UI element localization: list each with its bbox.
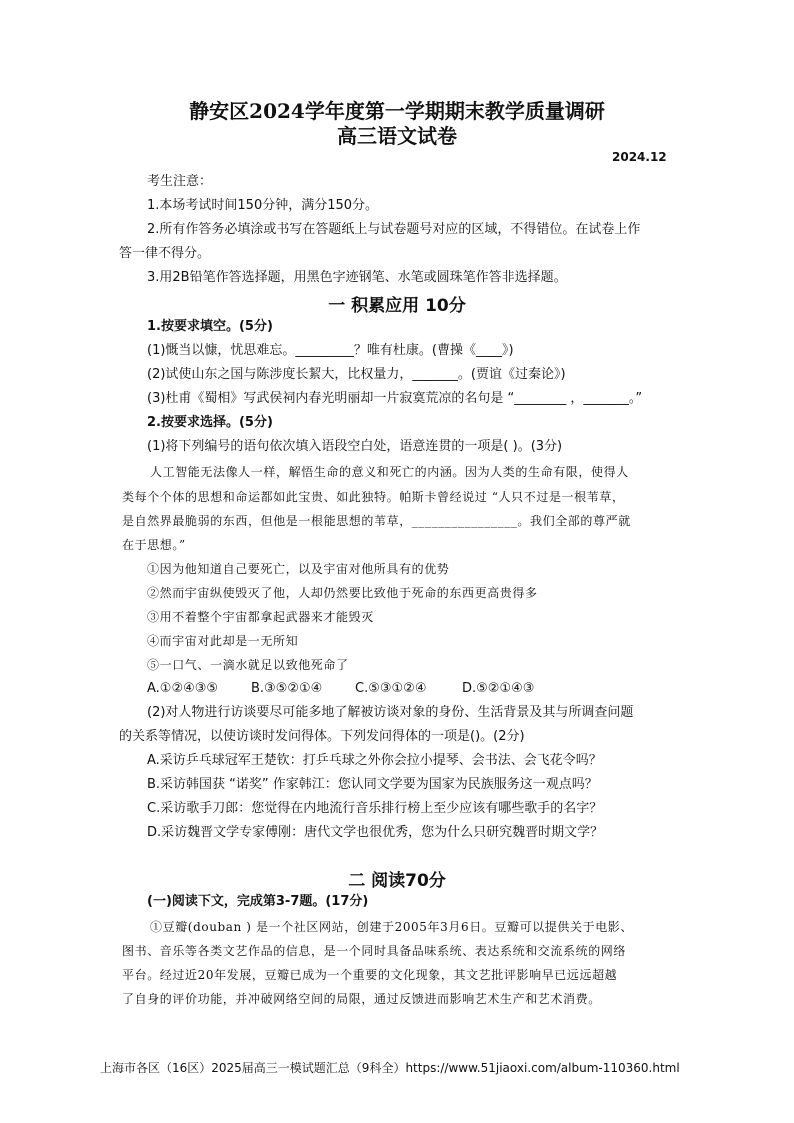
reading-line: 图书、音乐等各类文艺作品的信息，是一个同时具备品味系统、表达系统和交流系统的网络 (122, 944, 627, 958)
passage-line: 在于思想。” (122, 538, 186, 552)
notice-heading: 考生注意： (147, 174, 213, 189)
notice-item: 2.所有作答务必填涂或书写在答题纸上与试卷题号对应的区域，不得错位。在试卷上作 (147, 222, 641, 237)
answer-option: B.采访韩国获 “诺奖” 作家韩江：您认同文学要为国家为民族服务这一观点吗？ (147, 777, 598, 792)
question-item: (2)试使山东之国与陈涉度长絜大，比权量力，_______。(贾谊《过秦论》) (147, 367, 566, 382)
exam-date: 2024.12 (612, 150, 667, 164)
reading-line: 了自身的评价功能，并冲破网络空间的局限，通过反馈进而影响艺术生产和艺术消费。 (122, 992, 601, 1006)
exam-subtitle: 高三语文试卷 (337, 124, 457, 148)
answer-option: D.采访魏晋文学专家傅刚：唐代文学也很优秀，您为什么只研究魏晋时期文学？ (147, 825, 604, 840)
section-heading: 一 积累应用 10分 (328, 296, 466, 316)
answer-option: A.采访乒乓球冠军王楚钦：打乒乓球之外你会拉小提琴、会书法、会飞花令吗？ (147, 753, 602, 768)
choice-a: A.①②④③⑤ (147, 681, 219, 696)
question-item: 的关系等情况，以使访谈时发问得体。下列发问得体的一项是()。(2分) (119, 729, 525, 744)
option-item: ④而宇宙对此却是一无所知 (147, 634, 299, 648)
choice-d: D.⑤②①④③ (462, 681, 535, 696)
reading-line: ①豆瓣(douban ) 是一个社区网站，创建于2005年3月6日。豆瓣可以提供关于电影、 (150, 920, 634, 934)
reading-instruction: (一)阅读下文，完成第3-7题。(17分) (147, 894, 369, 909)
question-item: (2)对人物进行访谈要尽可能多地了解被访谈对象的身份、生活背景及其与所调查问题 (147, 705, 634, 720)
notice-item: 1.本场考试时间150分钟，满分150分。 (147, 198, 379, 213)
passage-line: 人工智能无法像人一样，解悟生命的意义和死亡的内涵。因为人类的生命有限，使得人 (150, 465, 629, 479)
page-footer: 上海市各区（16区）2025届高三一模试题汇总（9科全）https://www.51jiaoxi.com/album-110360.html (100, 1061, 680, 1075)
option-item: ⑤一口气、一滴水就足以致他死命了 (147, 658, 349, 672)
option-item: ③用不着整个宇宙都拿起武器来才能毁灭 (147, 610, 374, 624)
question-item: (3)杜甫《蜀相》写武侯祠内春光明丽却一片寂寞荒凉的名句是 “________ ，_______。” (147, 391, 643, 406)
choice-b: B.③⑤②①④ (251, 681, 323, 696)
question-heading: 1.按要求填空。(5分) (147, 319, 273, 334)
option-item: ①因为他知道自己要死亡，以及宇宙对他所具有的优势 (147, 562, 450, 576)
question-heading: 2.按要求选择。(5分) (147, 415, 273, 430)
passage-line: 是自然界最脆弱的东西，但他是一根能思想的苇草，________________。我们全部的尊严就 (122, 514, 631, 528)
section-heading: 二 阅读70分 (348, 871, 446, 891)
option-item: ②然而宇宙纵使毁灭了他，人却仍然要比致他于死命的东西更高贵得多 (147, 586, 538, 600)
passage-line: 类每个个体的思想和命运都如此宝贵、如此独特。帕斯卡曾经说过 “人只不过是一根苇草， (122, 490, 625, 504)
exam-title: 静安区2024学年度第一学期期末教学质量调研 (189, 99, 605, 123)
choice-c: C.⑤③①②④ (355, 681, 427, 696)
question-item: (1)将下列编号的语句依次填入语段空白处，语意连贯的一项是( )。(3分) (147, 439, 563, 454)
notice-item: 答一律不得分。 (119, 246, 211, 261)
reading-line: 平台。经过近20年发展，豆瓣已成为一个重要的文化现象，其文艺批评影响早已远远超越 (122, 968, 618, 982)
notice-item: 3.用2B铅笔作答选择题，用黑色字迹钢笔、水笔或圆珠笔作答非选择题。 (147, 270, 567, 285)
answer-option: C.采访歌手刀郎：您觉得在内地流行音乐排行榜上至少应该有哪些歌手的名字？ (147, 801, 603, 816)
question-item: (1)慨当以慷，忧思难忘。_________？唯有杜康。(曹操《____》) (147, 343, 514, 358)
